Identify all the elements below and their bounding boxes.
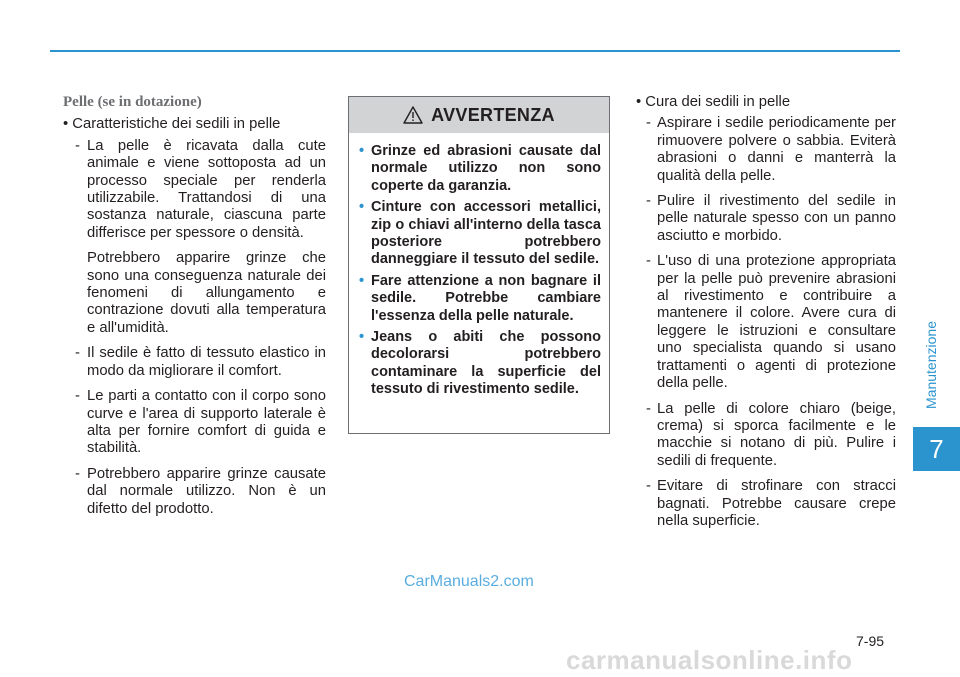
footer-watermark: carmanualsonline.info bbox=[566, 645, 853, 675]
chapter-tab[interactable]: 7 bbox=[913, 427, 960, 471]
list-item-continuation: Potrebbero apparire grinze che sono una conseguenza naturale dei fenomeni di allungamento e contrazione dovuti alla temperatura e all'umidità. bbox=[87, 250, 326, 336]
warning-item: • Grinze ed abrasioni causate dal normale utilizzo non sono coperte da garanzia. bbox=[359, 143, 601, 194]
top-rule bbox=[50, 50, 900, 52]
bullet-heading: • Cura dei sedili in pelle bbox=[636, 94, 791, 110]
warning-header bbox=[349, 97, 609, 133]
list-item: - Pulire il rivestimento del sedile in pelle naturale spesso con un panno asciutto e morbido. bbox=[646, 193, 896, 244]
watermark: CarManuals2.com bbox=[404, 573, 534, 590]
list-item: - L'uso di una protezione appropriata per la pelle può prevenire abrasioni al rivestimento e contribuire a mantenere il colore. Avere cura di leggere le istruzioni e consultare uno specialista quando si usano trattamenti o agenti di protezione della pelle. bbox=[646, 253, 896, 392]
bullet-heading: • Caratteristiche dei sedili in pelle bbox=[63, 116, 281, 133]
chapter-side-label: Manutenzione bbox=[923, 321, 939, 409]
warning-body bbox=[349, 133, 609, 399]
list-item: - Il sedile è fatto di tessuto elastico in modo da migliorare il comfort. bbox=[75, 345, 326, 379]
list-item: - Evitare di strofinare con stracci bagnati. Potrebbe causare crepe nella superficie. bbox=[646, 478, 896, 529]
warning-item: • Fare attenzione a non bagnare il sedile. Potrebbe cambiare l'essenza della pelle naturale. bbox=[359, 272, 601, 324]
section-title: Pelle (se in dotazione) bbox=[63, 94, 202, 110]
list-item: - Potrebbero apparire grinze causate dal normale utilizzo. Non è un difetto del prodotto. bbox=[75, 465, 326, 517]
warning-item: • Jeans o abiti che possono decolorarsi potrebbero contaminare la superficie del tessuto di rivestimento sedile. bbox=[359, 329, 601, 398]
warning-triangle-icon bbox=[403, 106, 423, 124]
list-item: - Le parti a contatto con il corpo sono curve e l'area di supporto laterale è alta per fornire comfort di guida e stabilità. bbox=[75, 388, 326, 457]
warning-item: • Cinture con accessori metallici, zip o chiavi all'interno della tasca posteriore potrebbero danneggiare il tessuto del sedile. bbox=[359, 199, 601, 268]
left-column bbox=[63, 94, 326, 526]
warning-box bbox=[348, 96, 610, 434]
list-item: - La pelle è ricavata dalla cute animale e viene sottoposta ad un processo speciale per renderla utilizzabile. Trattandosi di una sostanza naturale, ciascuna parte differisce per spessore o densità. bbox=[75, 137, 326, 241]
page-number: 7-95 bbox=[856, 633, 885, 649]
right-column bbox=[636, 94, 896, 538]
list-item: - Aspirare i sedile periodicamente per rimuovere polvere o sabbia. Eviterà abrasioni o danni e manterrà la qualità della pelle. bbox=[646, 115, 896, 184]
warning-title: AVVERTENZA bbox=[431, 104, 555, 125]
list-item: - La pelle di colore chiaro (beige, crema) si sporca facilmente e le macchie si notano di più. Pulire i sedili di frequente. bbox=[646, 400, 896, 469]
